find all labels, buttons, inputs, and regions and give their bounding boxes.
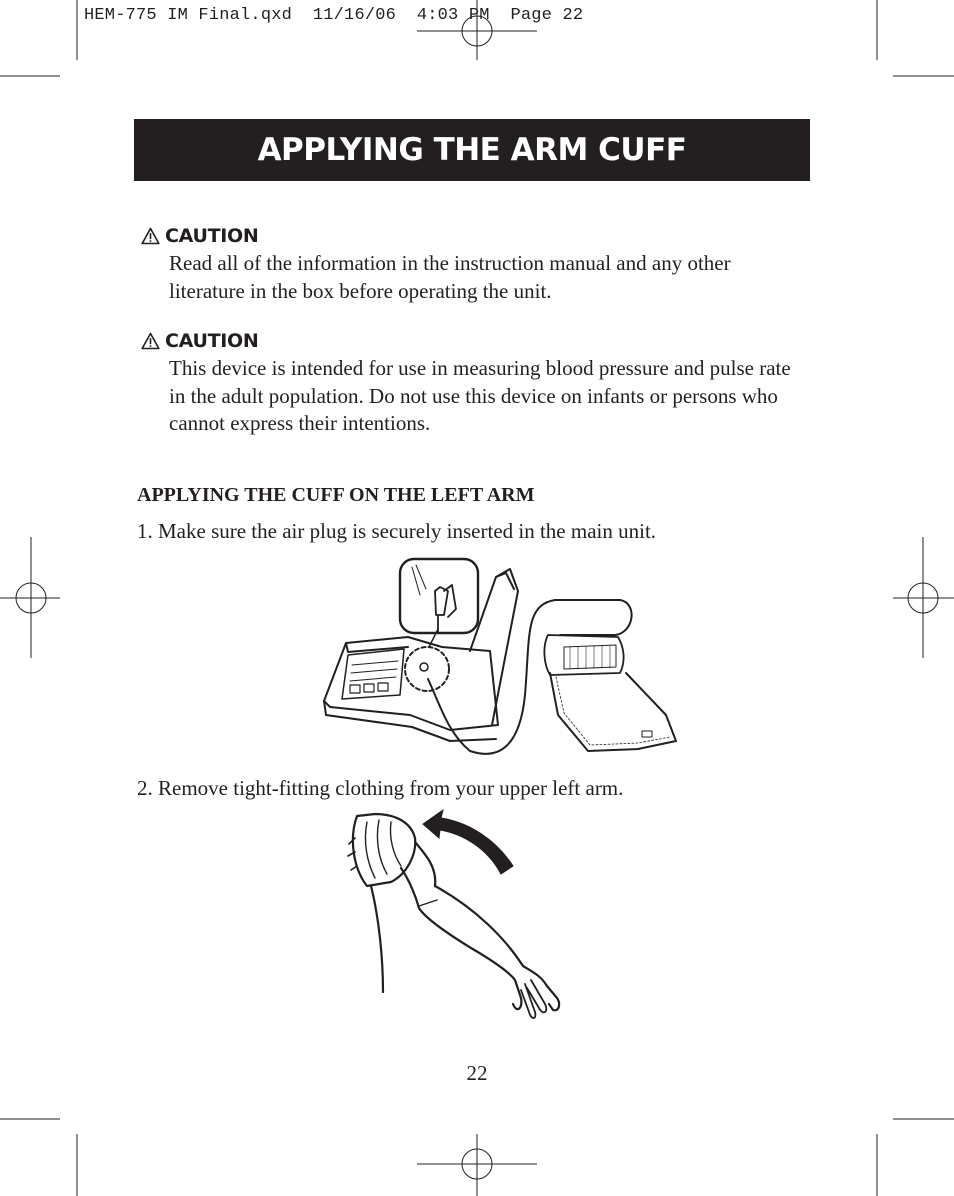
printer-slug: HEM-775 IM Final.qxd 11/16/06 4:03 PM Page 22	[84, 6, 584, 25]
warning-triangle-icon	[141, 332, 160, 350]
caution-heading	[141, 225, 258, 247]
caution-text: This device is intended for use in measuring blood pressure and pulse rate in the adult population. Do not use this device on infants or persons who cannot express their intentions.	[169, 356, 791, 435]
warning-triangle-icon	[141, 227, 160, 245]
page-title: APPLYING THE ARM CUFF	[257, 132, 687, 168]
bare-arm-illustration	[345, 808, 575, 1023]
step-1-text: 1. Make sure the air plug is securely inserted in the main unit.	[137, 519, 657, 543]
curved-arrow-icon	[423, 810, 513, 874]
step-2-text: 2. Remove tight-fitting clothing from your upper left arm.	[137, 776, 624, 800]
section-heading: APPLYING THE CUFF ON THE LEFT ARM	[137, 484, 535, 506]
caution-heading	[141, 330, 258, 352]
title-banner	[134, 119, 810, 181]
caution-label: CAUTION	[165, 225, 259, 247]
monitor-and-cuff-illustration	[320, 555, 685, 760]
page-number: 22	[466, 1061, 488, 1085]
caution-text: Read all of the information in the instruction manual and any other literature in the box before operating the unit.	[169, 251, 731, 303]
caution-label: CAUTION	[165, 330, 259, 352]
